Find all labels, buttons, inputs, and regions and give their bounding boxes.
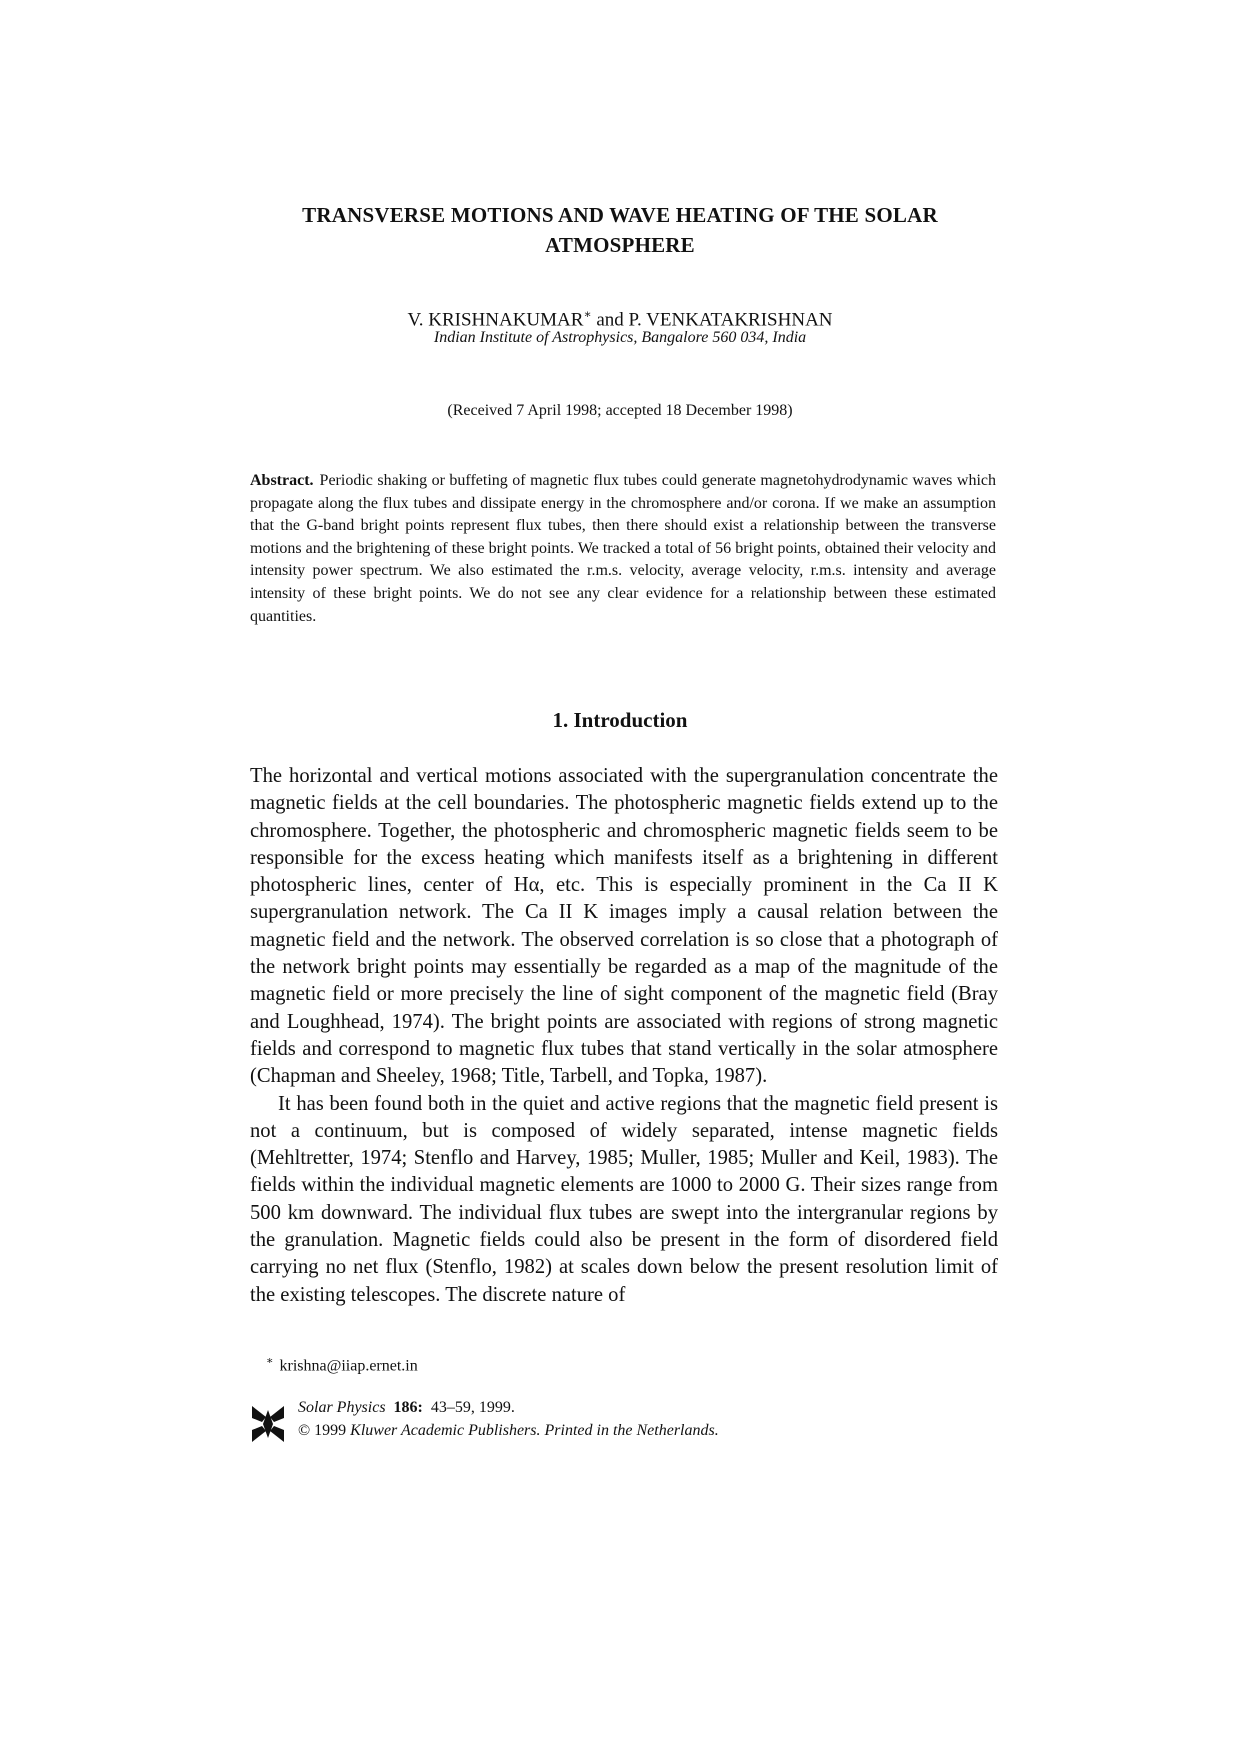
paper-title [240,200,1000,260]
paragraph-2: It has been found both in the quiet and active regions that the magnetic field present is not a continuum, but is composed of widely separated, intense magnetic fields (Mehltretter, 1974; Stenflo and Harvey, 1985; Muller, 1985; Muller and Keil, 1983). The fields within the individual magnetic elements are 1000 to 2000 G. Their sizes range from 500 km downward. The individual flux tubes are swept into the intergranular regions by the granulation. Magnetic fields could also be present in the form of disordered field carrying no net flux (Stenflo, 1982) at scales down below the present resolution limit of the existing telescopes. The discrete nature of [250,1092,998,1306]
journal-info [250,1396,950,1456]
footnote-mark: ∗ [266,1355,274,1367]
received-dates: (Received 7 April 1998; accepted 18 December 1998) [447,402,793,419]
abstract [250,470,996,628]
abstract-text: Periodic shaking or buffeting of magnetic flux tubes could generate magnetohydrodynamic waves which propagate along the flux tubes and dissipate energy in the chromosphere and/or corona. If we make an assumption that the G-band bright points represent flux tubes, then there should exist a relationship between the transverse motions and the brightening of these bright points. We tracked a total of 56 bright points, obtained their velocity and intensity power spectrum. We also estimated the r.m.s. velocity, average velocity, r.m.s. intensity and average intensity of these bright points. We do not see any clear evidence for a relationship between these estimated quantities. [250,472,996,625]
publisher-name: Kluwer Academic Publishers. Printed in the Netherlands. [350,1422,719,1439]
title-line-2: ATMOSPHERE [545,233,695,257]
footnote [266,1350,418,1377]
copyright-line [298,1419,719,1442]
section-heading: 1. Introduction [552,708,688,732]
publisher-logo-icon [250,1402,286,1446]
author-2: and P. VENKATAKRISHNAN [596,309,833,331]
abstract-label: Abstract. [250,472,314,489]
copyright-year: © 1999 [298,1422,347,1439]
journal-pages: 43–59, 1999. [430,1399,515,1416]
affiliation: Indian Institute of Astrophysics, Bangalore 560 034, India [433,329,807,346]
title-line-1: TRANSVERSE MOTIONS AND WAVE HEATING OF THE SOLAR [302,203,938,227]
footnote-email: krishna@iiap.ernet.in [279,1357,418,1375]
journal-text [298,1396,719,1442]
author-1: V. KRISHNAKUMAR [407,309,584,331]
author-footnote-mark: ∗ [583,307,592,321]
body-text [250,763,998,1309]
journal-volume: 186: [393,1399,423,1416]
paragraph-1: The horizontal and vertical motions associated with the supergranulation concentrate the magnetic fields at the cell boundaries. The photospheric magnetic fields extend up to the chromosphere. Together, the photospheric and chromospheric magnetic fields seem to be responsible for the excess heating which manifests itself as a brightening in different photospheric lines, center of Hα, etc. This is especially prominent in the Ca II K supergranulation network. The Ca II K images imply a causal relation between the magnetic field and the network. The observed correlation is so close that a photograph of the network bright points may essentially be regarded as a map of the magnitude of the magnetic field or more precisely the line of sight component of the magnetic field (Bray and Loughhead, 1974). The bright points are associated with regions of strong magnetic fields and correspond to magnetic flux tubes that stand vertically in the solar atmosphere (Chapman and Sheeley, 1968; Title, Tarbell, and Topka, 1987). [250,765,998,1088]
journal-citation [298,1396,719,1419]
journal-name: Solar Physics [298,1399,386,1416]
